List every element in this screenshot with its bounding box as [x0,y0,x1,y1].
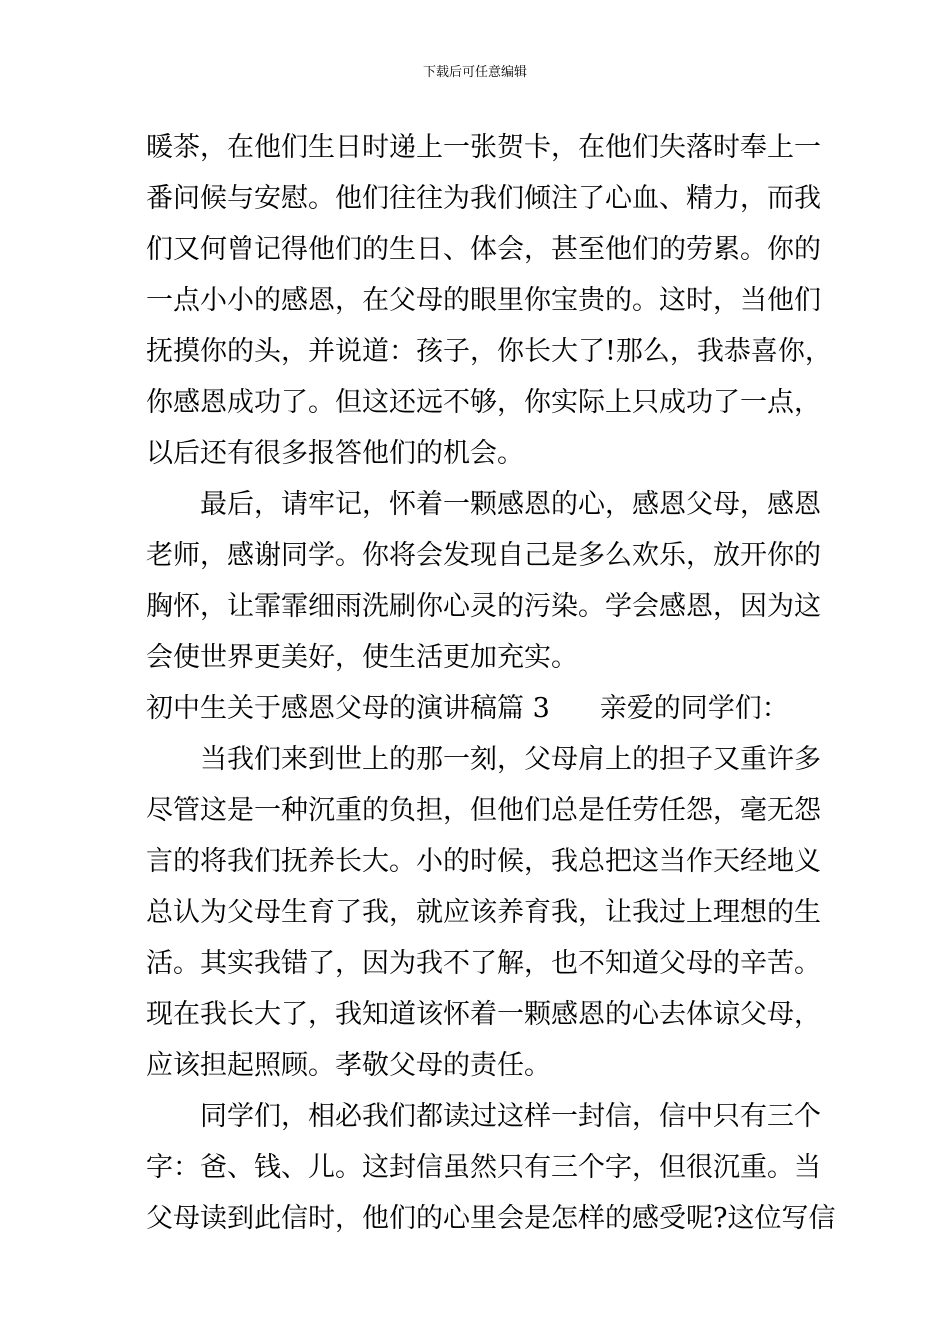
page-header: 下载后可任意编辑 [422,65,527,80]
text-line: 现在我长大了，我知道该怀着一颗感恩的心去体谅父母， [146,999,821,1030]
paragraph-start-line: 当我们来到世上的那一刻，父母肩上的担子又重许多 [200,744,821,775]
section-greeting: 亲爱的同学们： [599,693,789,724]
text-line: 暖茶，在他们生日时递上一张贺卡，在他们失落时奉上一 [146,132,821,163]
section-title: 初中生关于感恩父母的演讲稿篇 3 [146,693,550,724]
text-line: 应该担起照顾。孝敬父母的责任。 [146,1050,551,1081]
text-line: 你感恩成功了。但这还远不够，你实际上只成功了一点， [146,387,821,418]
text-line: 以后还有很多报答他们的机会。 [146,438,524,469]
text-line: 抚摸你的头，并说道：孩子，你长大了!那么，我恭喜你， [146,336,832,367]
section-heading [146,683,810,734]
text-line: 们又何曾记得他们的生日、体会，甚至他们的劳累。你的 [146,234,821,265]
paragraph-start-line: 最后，请牢记，怀着一颗感恩的心，感恩父母，感恩 [200,489,821,520]
text-line: 总认为父母生育了我，就应该养育我，让我过上理想的生 [146,897,821,928]
text-line: 父母读到此信时，他们的心里会是怎样的感受呢?这位写信 [146,1203,836,1234]
paragraph-start-line: 同学们，相必我们都读过这样一封信，信中只有三个 [200,1101,821,1132]
text-line: 会使世界更美好，使生活更加充实。 [146,642,578,673]
text-line: 胸怀，让霏霏细雨洗刷你心灵的污染。学会感恩，因为这 [146,591,821,622]
text-line: 一点小小的感恩，在父母的眼里你宝贵的。这时，当他们 [146,285,821,316]
text-line: 字：爸、钱、儿。这封信虽然只有三个字，但很沉重。当 [146,1152,821,1183]
text-line: 尽管这是一种沉重的负担，但他们总是任劳任怨，毫无怨 [146,795,821,826]
text-line: 老师，感谢同学。你将会发现自己是多么欢乐，放开你的 [146,540,821,571]
text-line: 番问候与安慰。他们往往为我们倾注了心血、精力，而我 [146,183,821,214]
text-line: 活。其实我错了，因为我不了解，也不知道父母的辛苦。 [146,948,821,979]
document-body [146,122,836,1244]
text-line: 言的将我们抚养长大。小的时候，我总把这当作天经地义 [146,846,821,877]
